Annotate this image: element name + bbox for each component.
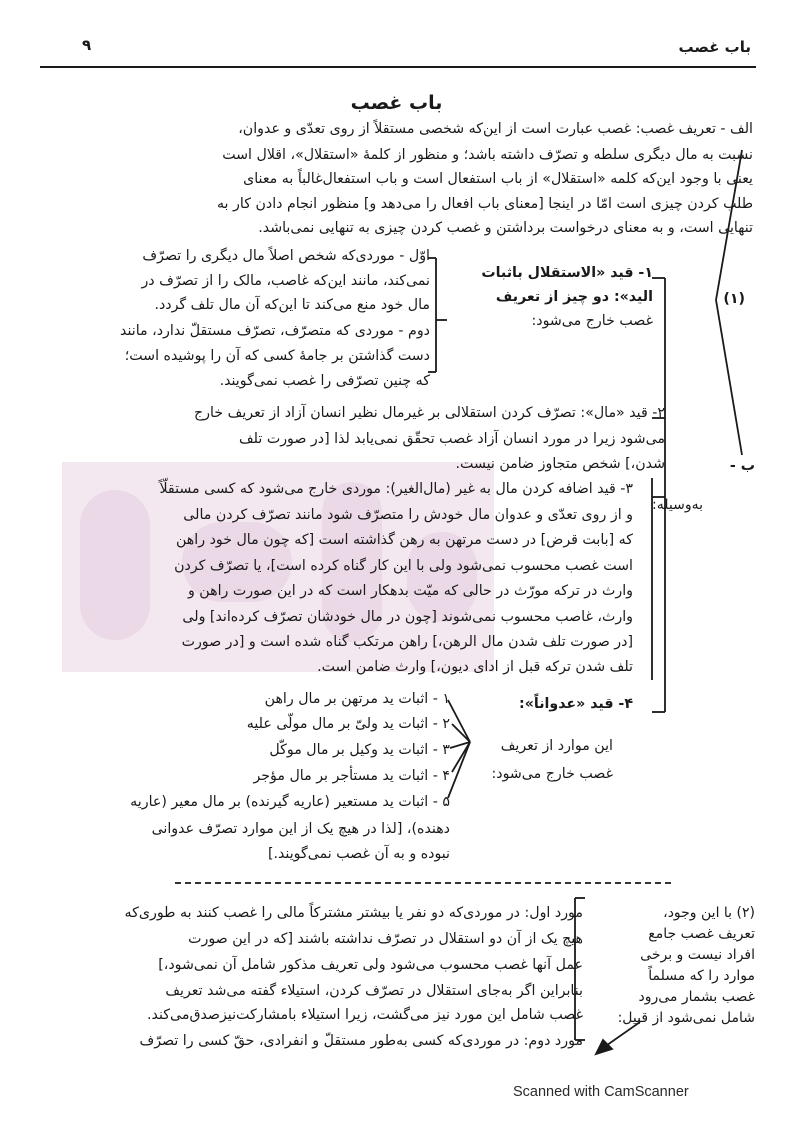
qayd4-item: ۲ - اثبات ید ولیّ بر مال مولّی علیه	[246, 716, 450, 732]
qayd3-line: وارث در ترکه مورّث در حالی که میّت بدهکار است که در این صورت راهن و	[187, 583, 633, 599]
definition-line: تنهایی است، و به معنای درخواست برداشتن و غصب کردن چیزی به تنهایی نمی‌باشد.	[258, 220, 753, 236]
qayd1-body-line: نمی‌کند، مانند این‌که غاصب، مالک را از تصرّف در	[141, 273, 430, 289]
arrow-item-1	[448, 700, 470, 742]
arrow-item-5	[448, 742, 470, 798]
footnote-note-line: تعریف غصب جامع	[648, 926, 755, 942]
footnote-note-line: موارد را که مسلماً	[648, 968, 755, 984]
footnote-case-line: غصب شامل این مورد نیز می‌گشت، زیرا استیلاء بامشارکت‌نیزصدق‌می‌کند.	[147, 1007, 583, 1023]
page-number: ۹	[82, 36, 92, 54]
by-means-label: به‌وسیله:	[652, 497, 703, 513]
footnote-arrowhead	[596, 1040, 612, 1054]
qayd2-line: می‌شود زیرا در مورد انسان آزاد غصب تحقّق نمی‌یابد لذا [در صورت تلف	[239, 431, 665, 447]
qayd4-item: ۴ - اثبات ید مستأجر بر مال مؤجر	[253, 768, 450, 784]
qayd3-line: تلف شدن ترکه قبل از ادای دیون،] وارث ضامن است.	[317, 659, 633, 675]
qayd4-item: ۳ - اثبات ید وکیل بر مال موکّل	[269, 742, 450, 758]
footnote-case-line: هیچ یک از آن دو استقلال در تصرّف نداشته باشند [که در این صورت	[188, 931, 583, 947]
qayd3-line: ۳- قید اضافه کردن مال به غیر (مال‌الغیر): موردی خارج می‌شود که کسی مستقلّاً	[159, 481, 633, 497]
section-b-label: ب -	[729, 458, 755, 474]
qayd1-body-line: که چنین تصرّفی را غصب نمی‌گویند.	[219, 373, 430, 389]
qayd1-title: غصب خارج می‌شود:	[531, 313, 653, 329]
footnote-case-line: بنابراین اگر به‌جای استقلال در تصرّف کردن، استیلاء گفته می‌شد تعریف	[165, 983, 583, 999]
footnote-note-line: افراد نیست و برخی	[640, 947, 755, 963]
footnote-ref-one: (۱)	[723, 291, 745, 307]
chapter-title: باب غصب	[350, 92, 443, 114]
qayd2-line: شدن،] شخص متجاوز ضامن نیست.	[455, 456, 665, 472]
definition-line: نسبت به مال دیگری سلطه و تصرّف داشته باشد؛ و منظور از کلمهٔ «استقلال»، اقلال است	[222, 147, 753, 163]
qayd4-item: ۵ - اثبات ید مستعیر (عاریه گیرنده) بر مال معیر (عاریه	[130, 794, 450, 810]
scanner-watermark: Scanned with CamScanner	[513, 1084, 689, 1100]
qayd4-item: ۱ - اثبات ید مرتهن بر مال راهن	[264, 691, 450, 707]
footnote-case-line: عمل آنها غصب محسوب می‌شود ولی تعریف مذکور شامل آن نمی‌شود،]	[158, 957, 583, 973]
qayd1-body-line: دوم - موردی که متصرّف، تصرّف مستقلّ ندارد، مانند	[120, 323, 430, 339]
definition-line: الف - تعریف غصب: غصب عبارت است از این‌که شخصی مستقلاً از روی تعدّی و عدوان،	[238, 121, 753, 137]
running-header-title: باب غصب	[678, 38, 751, 56]
qayd3-line: که [بابت قرض] در دست مرتهن به رهن گذاشته است [که چون مال خود راهن	[175, 532, 633, 548]
qayd3-line: و از روی تعدّی و عدوان مال خودش را متصرّف شود مانند تصرّف کردن مالی	[183, 507, 633, 523]
qayd3-line: است غصب محسوب نمی‌شود ولی با این کار گناه کرده است]، یا تصرّف کردن	[174, 558, 633, 574]
qayd1-body-line: دست گذاشتن بر جامهٔ کسی که آن را پوشیده است؛	[124, 348, 430, 364]
outer-brace	[716, 150, 742, 455]
footnote-note-line: (۲) با این وجود،	[663, 905, 755, 921]
definition-line: یعنی با وجود این‌که کلمه «استقلال» از باب استفعال است و باب استفعال‌غالباً به معنای	[243, 171, 753, 187]
definition-line: طلب کردن چیزی است امّا در اینجا [معنای باب افعال را می‌دهد و] منظور انجام دادن کار به	[216, 196, 753, 212]
footnote-note-line: غصب بشمار می‌رود	[638, 989, 755, 1005]
qayd4-side-line: غصب خارج می‌شود:	[491, 766, 613, 782]
qayd3-line: [در صورت تلف شدن مال الرهن،] راهن مرتکب گناه شده است و [در صورت	[181, 634, 633, 650]
qayd1-title: ۱- قید «الاستقلال باثبات	[481, 265, 653, 281]
qayd4-tail-line: دهنده)، [لذا در هیچ یک از این موارد تصرّف عدوانی	[151, 821, 450, 837]
footnote-case-line: مورد دوم: در موردی‌که کسی به‌طور مستقلّ و انفرادی، حقّ کسی را تصرّف	[139, 1033, 583, 1049]
qayd1-body-line: مال خود منع می‌کند تا این‌که آن مال تلف گردد.	[154, 297, 430, 313]
qayd3-line: وارث، غاصب محسوب نمی‌شوند [چون در مال خودشان تصرّف کرده‌اند] ولی	[182, 609, 633, 625]
qayd4-title: ۴- قید «عدواناً»:	[519, 696, 633, 712]
qayd1-body-line: اوّل - موردی‌که شخص اصلاً مال دیگری را تصرّف	[142, 248, 430, 264]
qayd2-line: ۲- قید «مال»: تصرّف کردن استقلالی بر غیرمال نظیر انسان آزاد از تعریف خارج	[194, 405, 665, 421]
qayd4-side-line: این موارد از تعریف	[500, 738, 613, 754]
qayd4-tail-line: نبوده و به آن غصب نمی‌گویند.]	[267, 846, 450, 862]
qayd1-title: الید»: دو چیز از تعریف	[495, 289, 653, 305]
footnote-case-line: مورد اول: در موردی‌که دو نفر یا بیشتر مشترکاً مالی را غصب کنند به طوری‌که	[124, 905, 583, 921]
footnote-note-line: شامل نمی‌شود از قبیل:	[617, 1010, 755, 1026]
